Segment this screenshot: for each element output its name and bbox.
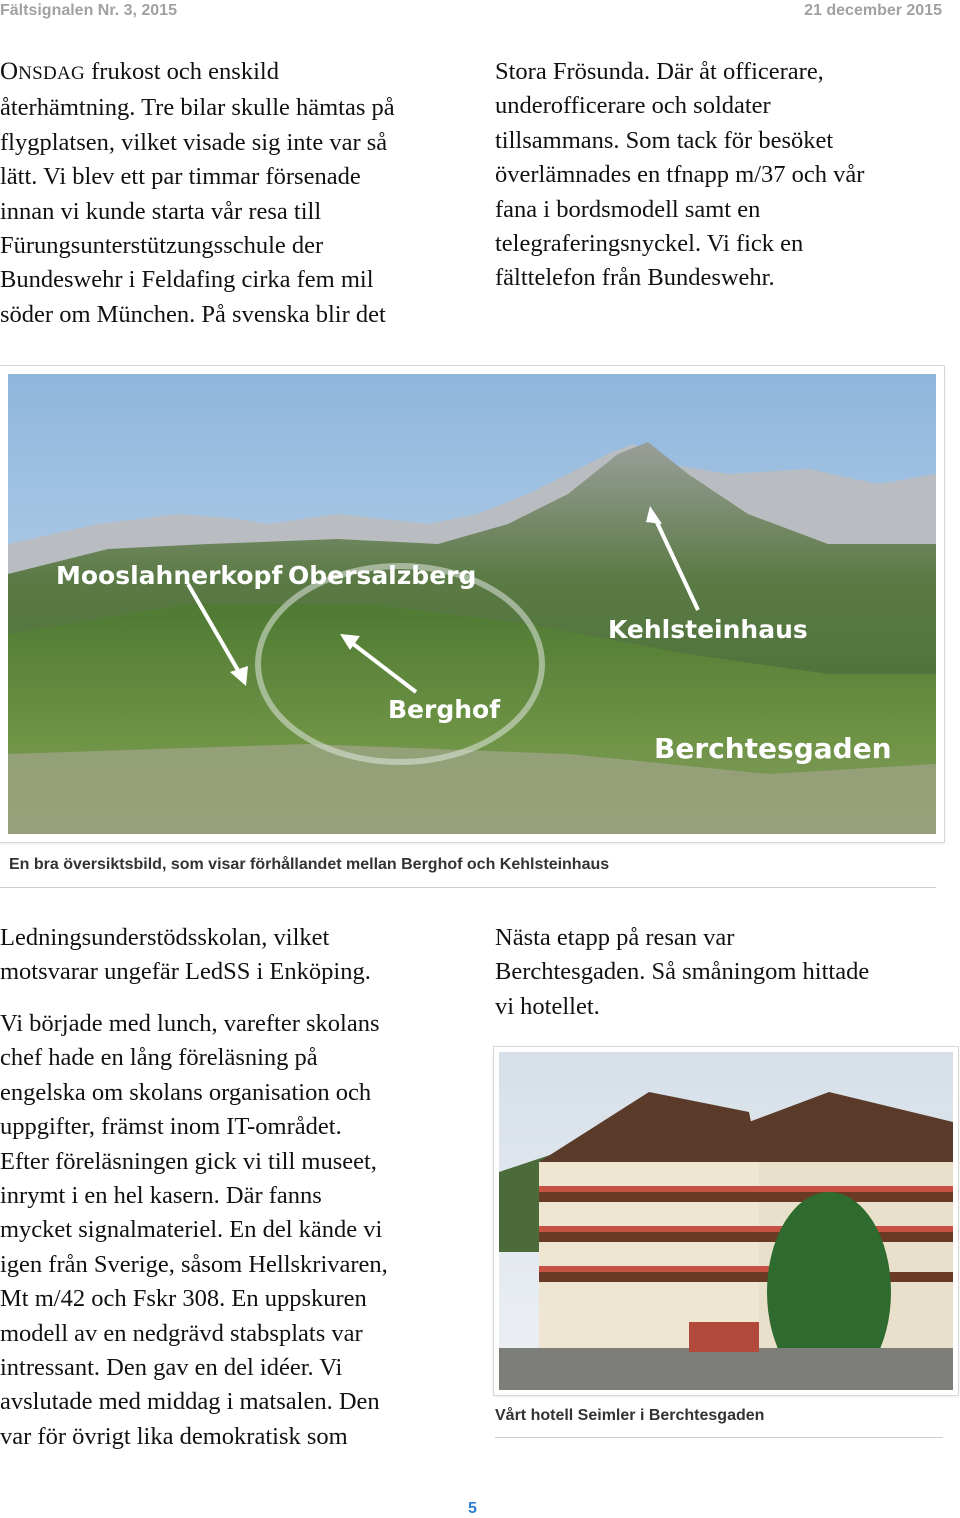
text-line: modell av en nedgrävd stabsplats var (0, 1319, 363, 1347)
caption-divider (0, 887, 936, 888)
text-line: innan vi kunde starta vår resa till (0, 197, 322, 225)
hotel-photo (499, 1052, 953, 1390)
text-line: fana i bordsmodell samt en (495, 195, 761, 223)
text-line: chef hade en lång föreläsning på (0, 1044, 318, 1072)
article-column-bottom-left (0, 921, 470, 990)
publication-title: Fältsignalen Nr. 3, 2015 (0, 2, 177, 19)
text-line: Mt m/42 och Fskr 308. En uppskuren (0, 1285, 367, 1313)
text-line: intressant. Den gav en del idéer. Vi (0, 1354, 343, 1382)
hotel-photo-frame (494, 1047, 958, 1395)
text-line: var för övrigt lika demokratisk som (0, 1422, 348, 1450)
label-berghof: Berghof (388, 695, 501, 724)
label-mooslahnerkopf: Mooslahnerkopf (56, 561, 283, 590)
text-line: mycket signalmateriel. En del kände vi (0, 1216, 383, 1244)
text-line: lätt. Vi blev ett par timmar försenade (0, 163, 361, 191)
map-photo-frame (0, 366, 944, 842)
map-photo (8, 374, 936, 834)
text-line: flygplatsen, vilket visade sig inte var så (0, 128, 388, 156)
article-column-top-right (495, 55, 955, 296)
text-line: Ledningsunderstödsskolan, vilket (0, 924, 330, 951)
road (499, 1348, 953, 1390)
text-line: inrymt i en hel kasern. Där fanns (0, 1182, 322, 1210)
article-column-top-left (0, 55, 470, 332)
text-line: Fürungsunterstützungsschule der (0, 232, 324, 260)
text-line: avslutade med middag i matsalen. Den (0, 1388, 380, 1416)
hotel-caption-divider (495, 1437, 943, 1438)
page-number: 5 (468, 1500, 477, 1517)
text-line: söder om München. På svenska blir det (0, 300, 386, 328)
map-caption: En bra översiktsbild, som visar förhållandet mellan Berghof och Kehlsteinhaus (9, 856, 610, 873)
article-column-bottom-right (495, 921, 955, 1024)
text-line: Efter föreläsningen gick vi till museet, (0, 1147, 377, 1175)
text-line: Stora Frösunda. Där åt officerare, (495, 58, 824, 85)
text-line: engelska om skolans organisation och (0, 1078, 372, 1106)
text-line: vi hotellet. (495, 992, 600, 1020)
text-line: överlämnades en tfnapp m/37 och vår (495, 161, 865, 189)
text-line: fälttelefon från Bundeswehr. (495, 264, 775, 292)
label-berchtesgaden: Berchtesgaden (654, 732, 892, 765)
text-line: Vi började med lunch, varefter skolans (0, 1010, 380, 1037)
article-column-bottom-left-para2 (0, 1007, 470, 1454)
text-line: Berchtesgaden. Så småningom hittade (495, 958, 870, 986)
label-kehlsteinhaus: Kehlsteinhaus (608, 615, 808, 644)
lead-initial: O (0, 58, 19, 85)
issue-date: 21 december 2015 (804, 2, 942, 19)
text-line: Bundeswehr i Feldafing cirka fem mil (0, 266, 374, 294)
text-line: motsvarar ungefär LedSS i Enköping. (0, 958, 371, 986)
text-line: igen från Sverige, såsom Hellskrivaren, (0, 1250, 388, 1278)
text-line: frukost och enskild (85, 58, 279, 85)
lead-smallcaps: NSDAG (18, 63, 86, 84)
text-line: telegraferingsnyckel. Vi fick en (495, 230, 804, 258)
text-line: uppgifter, främst inom IT-området. (0, 1113, 342, 1141)
flower-bed (689, 1322, 759, 1352)
hotel-caption: Vårt hotell Seimler i Berchtesgaden (495, 1407, 765, 1424)
text-line: underofficerare och soldater (495, 92, 771, 120)
label-obersalzberg: Obersalzberg (288, 561, 477, 590)
text-line: återhämtning. Tre bilar skulle hämtas på (0, 94, 395, 122)
text-line: Nästa etapp på resan var (495, 924, 735, 951)
text-line: tillsammans. Som tack för besöket (495, 126, 834, 154)
